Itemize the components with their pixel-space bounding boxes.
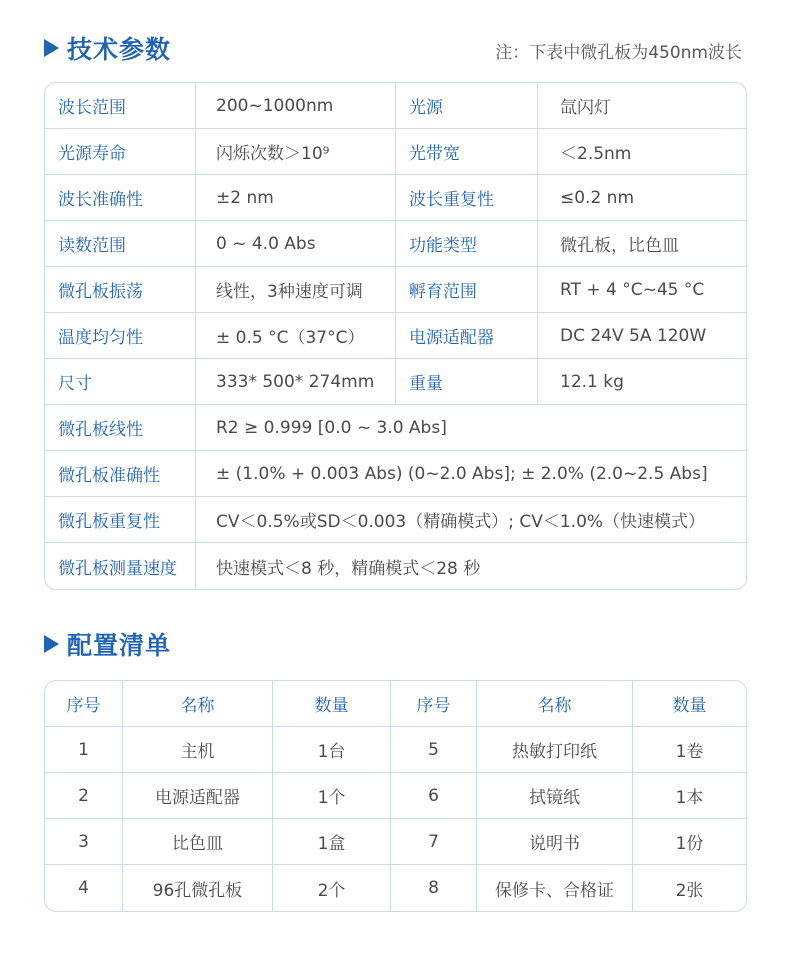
config-table [44, 680, 747, 912]
table-cell: 比色皿 [123, 819, 273, 864]
table-cell: 保修卡、合格证 [477, 865, 633, 911]
table-cell: 5 [391, 727, 477, 772]
config-header-row [45, 681, 746, 727]
table-cell: 2 [45, 773, 123, 818]
table-row [45, 865, 746, 911]
spec-label: 光带宽 [396, 129, 538, 174]
table-row [45, 83, 746, 129]
spec-value: 0 ~ 4.0 Abs [196, 221, 396, 266]
table-row [45, 267, 746, 313]
spec-value: 快速模式＜8 秒，精确模式＜28 秒 [216, 558, 481, 579]
spec-label: 重量 [396, 359, 538, 404]
spec-label: 电源适配器 [396, 313, 538, 358]
spec-label: 微孔板重复性 [45, 497, 196, 542]
table-row [45, 819, 746, 865]
table-cell: 1台 [273, 727, 391, 772]
table-cell: 1份 [675, 834, 704, 854]
triangle-bullet-icon [44, 635, 59, 653]
spec-value: ± 0.5 °C（37°C） [196, 313, 396, 358]
table-cell: 4 [45, 865, 123, 911]
spec-value: 200~1000nm [196, 83, 396, 128]
spec-label: 微孔板准确性 [45, 451, 196, 496]
table-cell: 7 [391, 819, 477, 864]
table-row [45, 451, 746, 497]
column-header: 序号 [391, 681, 477, 726]
table-cell: 说明书 [477, 819, 633, 864]
spec-value: 12.1 kg [560, 371, 624, 392]
column-header: 序号 [45, 681, 123, 726]
triangle-bullet-icon [44, 39, 59, 57]
table-cell: 主机 [123, 727, 273, 772]
table-row [45, 405, 746, 451]
spec-label: 温度均匀性 [45, 313, 196, 358]
table-row [45, 497, 746, 543]
spec-value: 333* 500* 274mm [196, 359, 396, 404]
table-cell: 2张 [675, 880, 704, 901]
table-cell: 拭镜纸 [477, 773, 633, 818]
spec-label: 光源 [396, 83, 538, 128]
table-cell: 96孔微孔板 [123, 865, 273, 911]
spec-label: 波长重复性 [396, 175, 538, 220]
spec-value: ±2 nm [196, 175, 396, 220]
table-cell: 1盒 [273, 819, 391, 864]
table-cell: 3 [45, 819, 123, 864]
table-cell: 电源适配器 [123, 773, 273, 818]
column-header: 数量 [672, 696, 707, 716]
table-cell: 1个 [273, 773, 391, 818]
table-cell: 6 [391, 773, 477, 818]
spec-label: 尺寸 [45, 359, 196, 404]
spec-note: 注：下表中微孔板为450nm波长 [495, 43, 742, 63]
spec-value: 线性，3种速度可调 [196, 267, 396, 312]
spec-value: R2 ≥ 0.999 [0.0 ~ 3.0 Abs] [216, 417, 447, 438]
spec-value: ≤0.2 nm [560, 187, 635, 208]
spec-label: 孵育范围 [396, 267, 538, 312]
table-row [45, 727, 746, 773]
table-row [45, 543, 746, 589]
spec-label: 微孔板线性 [45, 405, 196, 450]
table-row [45, 313, 746, 359]
spec-value: ＜2.5nm [560, 144, 632, 164]
table-cell: 2个 [273, 865, 391, 911]
spec-label: 波长准确性 [45, 175, 196, 220]
config-section-title: 配置清单 [67, 631, 172, 660]
table-row [45, 221, 746, 267]
column-header: 数量 [273, 681, 391, 726]
table-row [45, 773, 746, 819]
spec-label: 波长范围 [45, 83, 196, 128]
spec-value: DC 24V 5A 120W [560, 325, 707, 346]
spec-label: 微孔板振荡 [45, 267, 196, 312]
table-cell: 热敏打印纸 [477, 727, 633, 772]
table-cell: 8 [391, 865, 477, 911]
spec-value: ± (1.0% + 0.003 Abs) (0~2.0 Abs]; ± 2.0% (2.0~2.5 Abs] [216, 463, 708, 484]
table-row [45, 359, 746, 405]
spec-section-title: 技术参数 [67, 35, 172, 64]
table-cell: 1本 [675, 788, 704, 808]
spec-value: 氙闪灯 [560, 98, 611, 118]
spec-value: CV＜0.5%或SD＜0.003（精确模式）; CV＜1.0%（快速模式） [216, 512, 706, 532]
spec-table [44, 82, 747, 590]
spec-label: 微孔板测量速度 [45, 543, 196, 589]
spec-label: 光源寿命 [45, 129, 196, 174]
table-row [45, 129, 746, 175]
spec-value: 微孔板，比色皿 [560, 236, 679, 256]
spec-value: 闪烁次数＞10⁹ [196, 129, 396, 174]
spec-value: RT + 4 °C~45 °C [560, 279, 705, 300]
spec-label: 功能类型 [396, 221, 538, 266]
spec-label: 读数范围 [45, 221, 196, 266]
config-section-header [44, 626, 171, 662]
spec-section-header [44, 30, 171, 66]
table-cell: 1 [45, 727, 123, 772]
table-row [45, 175, 746, 221]
column-header: 名称 [123, 681, 273, 726]
table-cell: 1卷 [675, 742, 704, 762]
column-header: 名称 [477, 681, 633, 726]
